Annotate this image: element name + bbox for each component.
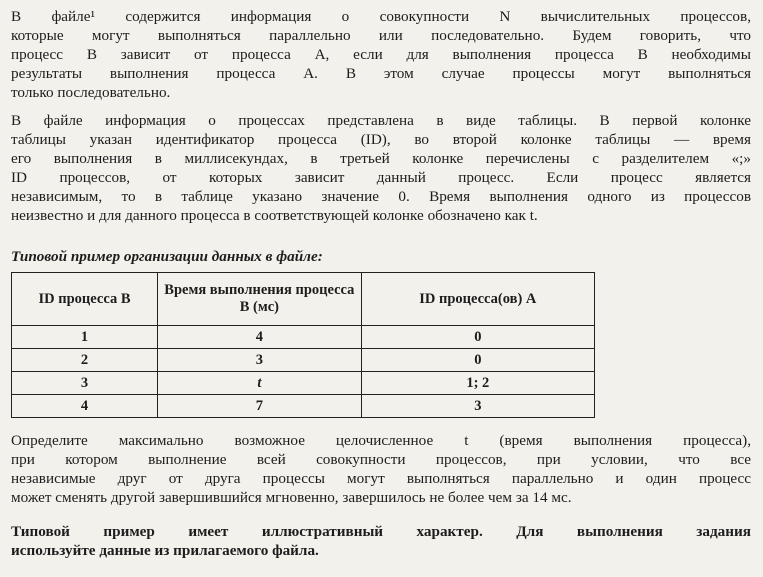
intro-line-5: только последовательно. <box>11 84 171 101</box>
table-row <box>12 349 595 372</box>
table-caption: Типовой пример организации данных в файле: <box>11 248 323 265</box>
note-line-1: Типовой пример имеет иллюстративный характер. Для выполнения задания <box>11 523 751 540</box>
cell-id-a: 3 <box>361 395 594 418</box>
table-row <box>12 395 595 418</box>
format-line-4: ID процессов, от которых зависит данный процесс. Если процесс является <box>11 169 751 186</box>
question-line-3: независимые друг от друга процессы могут выполняться параллельно и один процесс <box>11 470 751 487</box>
cell-id-a: 1; 2 <box>361 372 594 395</box>
intro-line-3: процесс B зависит от процесса A, если для выполнения процесса B необходимы <box>11 46 751 63</box>
intro-line-2: которые могут выполняться параллельно или последовательно. Будем говорить, что <box>11 27 751 44</box>
cell-id-b: 4 <box>12 395 158 418</box>
format-line-6: неизвестно и для данного процесса в соответствующей колонке обозначено как t. <box>11 207 538 224</box>
note-paragraph <box>11 522 751 560</box>
format-paragraph <box>11 111 751 225</box>
format-line-1: В файле информация о процессах представлена в виде таблицы. В первой колонке <box>11 112 751 129</box>
format-line-5: независимым, то в таблице указано значение 0. Время выполнения одного из процессов <box>11 188 751 205</box>
format-line-2: таблицы указан идентификатор процесса (ID), во второй колонке таблицы — время <box>11 131 751 148</box>
process-table <box>11 272 595 418</box>
question-line-2: при котором выполнение всей совокупности процессов, при условии, что все <box>11 451 751 468</box>
header-id-b: ID процесса B <box>12 273 158 326</box>
cell-id-b: 1 <box>12 326 158 349</box>
question-line-1: Определите максимально возможное целочисленное t (время выполнения процесса), <box>11 432 751 449</box>
question-paragraph <box>11 431 751 507</box>
table-header-row <box>12 273 595 326</box>
note-line-2: используйте данные из прилагаемого файла. <box>11 542 319 559</box>
intro-paragraph <box>11 7 751 102</box>
question-line-4: может сменять другой завершившийся мгновенно, завершилось не более чем за 14 мс. <box>11 489 572 506</box>
table-row <box>12 372 595 395</box>
intro-line-1: В файле¹ содержится информация о совокупности N вычислительных процессов, <box>11 8 751 25</box>
cell-id-b: 2 <box>12 349 158 372</box>
cell-time-b: 7 <box>158 395 362 418</box>
intro-line-4: результаты выполнения процесса A. В этом случае процессы могут выполняться <box>11 65 751 82</box>
cell-id-b: 3 <box>12 372 158 395</box>
cell-id-a: 0 <box>361 349 594 372</box>
format-line-3: его выполнения в миллисекундах, в третьей колонке перечислены с разделителем «;» <box>11 150 751 167</box>
header-time-b: Время выполнения процесса B (мс) <box>158 273 362 326</box>
cell-time-b: 4 <box>158 326 362 349</box>
header-id-a: ID процесса(ов) A <box>361 273 594 326</box>
cell-time-b: t <box>158 372 362 395</box>
cell-id-a: 0 <box>361 326 594 349</box>
cell-time-b: 3 <box>158 349 362 372</box>
table-row <box>12 326 595 349</box>
